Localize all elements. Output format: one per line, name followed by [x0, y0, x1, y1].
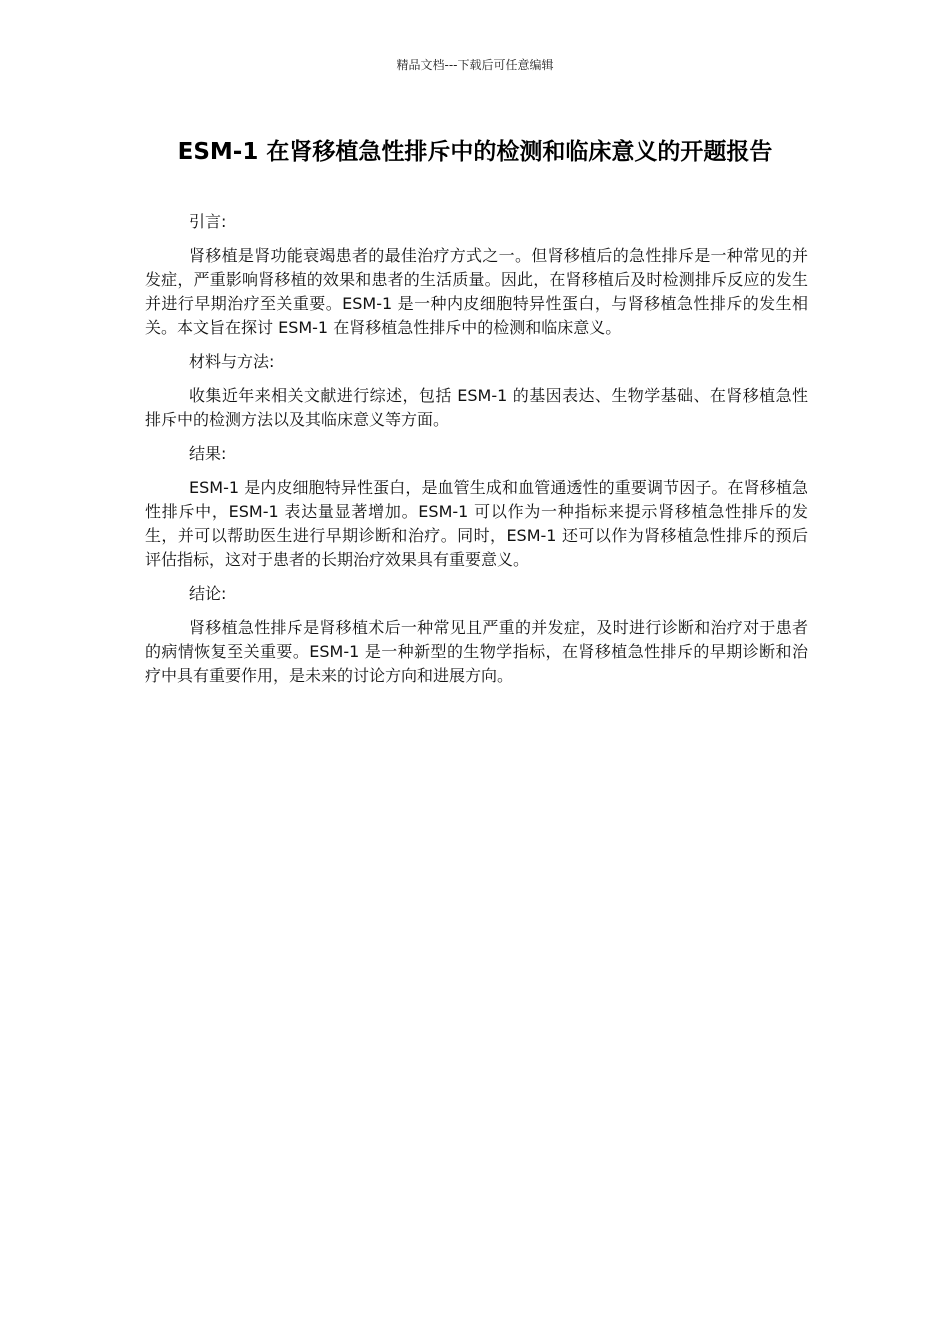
intro-paragraph: 肾移植是肾功能衰竭患者的最佳治疗方式之一。但肾移植后的急性排斥是一种常见的并发症，严重影响肾移植的效果和患者的生活质量。因此，在肾移植后及时检测排斥反应的发生并进行早期治疗至关重要。ESM-1 是一种内皮细胞特异性蛋白，与肾移植急性排斥的发生相关。本文旨在探讨 ESM-1 在肾移植急性排斥中的检测和临床意义。 — [145, 246, 808, 337]
document-title: ESM-1 在肾移植急性排斥中的检测和临床意义的开题报告 — [177, 139, 773, 165]
document-body — [145, 210, 808, 698]
results-paragraph: ESM-1 是内皮细胞特异性蛋白，是血管生成和血管通透性的重要调节因子。在肾移植急性排斥中，ESM-1 表达量显著增加。ESM-1 可以作为一种指标来提示肾移植急性排斥的发生，并可以帮助医生进行早期诊断和治疗。同时，ESM-1 还可以作为肾移植急性排斥的预后评估指标，这对于患者的长期治疗效果具有重要意义。 — [145, 478, 808, 569]
results-heading: 结果: — [189, 444, 227, 463]
page-header: 精品文档---下载后可任意编辑 — [396, 58, 554, 72]
methods-heading: 材料与方法: — [189, 352, 275, 371]
intro-heading: 引言: — [189, 212, 227, 231]
conclusion-paragraph: 肾移植急性排斥是肾移植术后一种常见且严重的并发症，及时进行诊断和治疗对于患者的病情恢复至关重要。ESM-1 是一种新型的生物学指标，在肾移植急性排斥的早期诊断和治疗中具有重要作用，是未来的讨论方向和进展方向。 — [145, 618, 808, 685]
methods-paragraph: 收集近年来相关文献进行综述，包括 ESM-1 的基因表达、生物学基础、在肾移植急性排斥中的检测方法以及其临床意义等方面。 — [145, 386, 808, 429]
conclusion-heading: 结论: — [189, 584, 227, 603]
